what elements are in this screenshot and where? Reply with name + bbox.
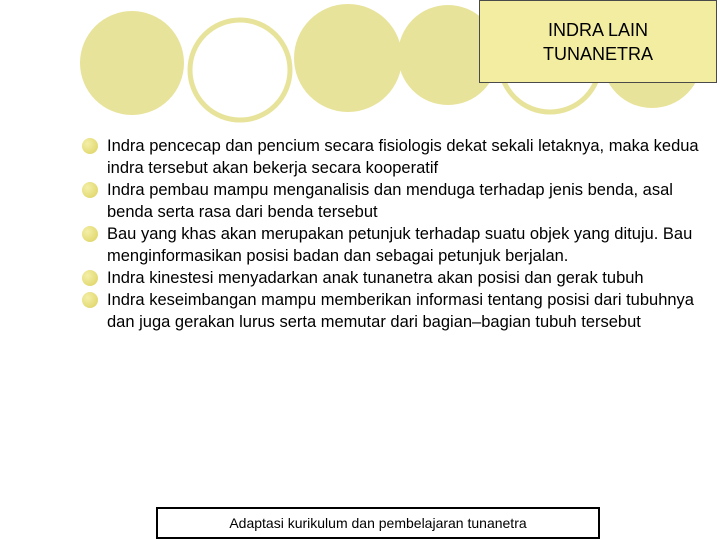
title-line-2: TUNANETRA (542, 43, 653, 64)
footer-box (156, 507, 600, 539)
bullet-circle-icon (82, 226, 98, 242)
bullet-circle-icon (82, 182, 98, 198)
bullet-item (82, 179, 702, 223)
decor-circle-2 (190, 20, 290, 120)
bullet-item (82, 289, 702, 333)
bullet-item (82, 135, 702, 179)
bullet-text: Indra kinestesi menyadarkan anak tunanetra akan posisi dan gerak tubuh (107, 269, 644, 287)
bullet-item (82, 223, 702, 267)
bullet-list (82, 135, 702, 333)
title-box (479, 0, 717, 83)
bullet-text: Indra keseimbangan mampu memberikan informasi tentang posisi dari tubuhnya dan juga gerakan lurus serta memutar dari bagian–bagian tubuh tersebut (107, 291, 694, 331)
decor-circle-3 (294, 4, 402, 112)
title-line-1: INDRA LAIN (547, 19, 649, 40)
bullet-text: Bau yang khas akan merupakan petunjuk terhadap suatu objek yang dituju. Bau menginformasikan posisi badan dan sebagai petunjuk berjalan. (107, 225, 693, 265)
bullet-text: Indra pembau mampu menganalisis dan menduga terhadap jenis benda, asal benda serta rasa dari benda tersebut (107, 181, 673, 221)
footer-text: Adaptasi kurikulum dan pembelajaran tunanetra (229, 515, 527, 531)
bullet-circle-icon (82, 270, 98, 286)
bullet-text: Indra pencecap dan pencium secara fisiologis dekat sekali letaknya, maka kedua indra tersebut akan bekerja secara kooperatif (107, 137, 699, 177)
bullet-item (82, 267, 702, 289)
bullet-circle-icon (82, 138, 98, 154)
bullet-circle-icon (82, 292, 98, 308)
decor-circle-1 (80, 11, 184, 115)
